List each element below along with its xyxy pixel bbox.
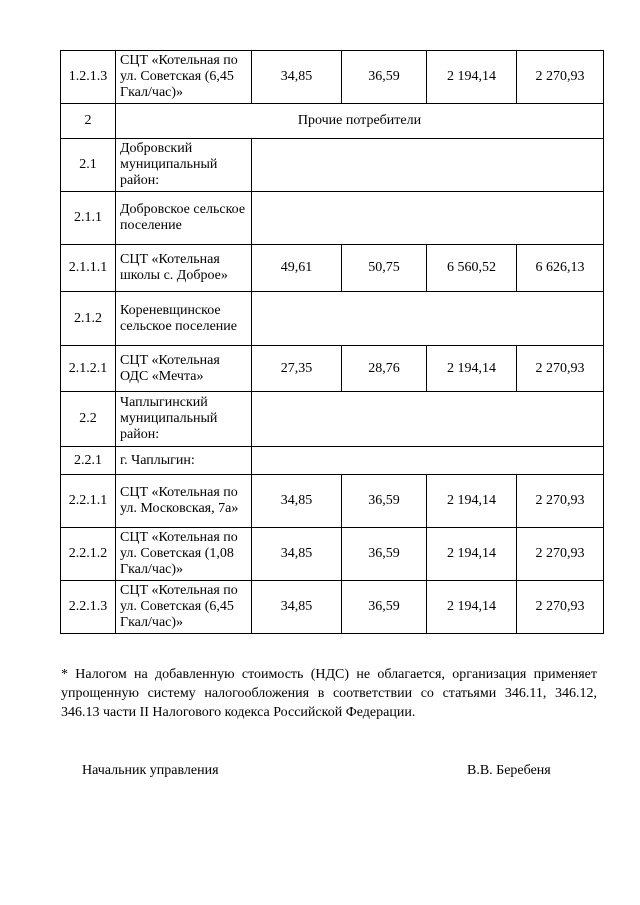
row-empty-cell (252, 447, 604, 475)
row-value-2: 36,59 (342, 51, 427, 104)
row-code: 2.1.2 (61, 292, 116, 346)
row-code: 2.1.1.1 (61, 245, 116, 292)
table-row (61, 346, 604, 392)
row-name: СЦТ «Котельная школы с. Доброе» (116, 245, 252, 292)
row-value-4: 6 626,13 (517, 245, 604, 292)
row-value-2: 28,76 (342, 346, 427, 392)
row-name: Кореневщинское сельское поселение (116, 292, 252, 346)
row-value-4: 2 270,93 (517, 51, 604, 104)
row-empty-cell (252, 139, 604, 192)
row-empty-cell (252, 392, 604, 447)
section-row (61, 104, 604, 139)
row-empty-cell (252, 192, 604, 245)
row-empty-cell (252, 292, 604, 346)
row-value-1: 27,35 (252, 346, 342, 392)
row-value-4: 2 270,93 (517, 475, 604, 528)
row-value-3: 2 194,14 (427, 346, 517, 392)
row-name: СЦТ «Котельная ОДС «Мечта» (116, 346, 252, 392)
row-value-2: 50,75 (342, 245, 427, 292)
row-name: Добровское сельское поселение (116, 192, 252, 245)
row-code: 2.1.2.1 (61, 346, 116, 392)
row-value-1: 49,61 (252, 245, 342, 292)
row-value-1: 34,85 (252, 581, 342, 634)
row-value-3: 2 194,14 (427, 51, 517, 104)
row-value-2: 36,59 (342, 528, 427, 581)
row-value-1: 34,85 (252, 51, 342, 104)
row-value-3: 6 560,52 (427, 245, 517, 292)
row-name: СЦТ «Котельная по ул. Московская, 7а» (116, 475, 252, 528)
row-value-2: 36,59 (342, 475, 427, 528)
row-value-4: 2 270,93 (517, 528, 604, 581)
row-name: г. Чаплыгин: (116, 447, 252, 475)
table-row (61, 292, 604, 346)
table-row (61, 447, 604, 475)
row-code: 2.2.1.2 (61, 528, 116, 581)
row-value-2: 36,59 (342, 581, 427, 634)
row-code: 2.1 (61, 139, 116, 192)
row-code: 2.2 (61, 392, 116, 447)
tariff-table (60, 50, 604, 634)
row-name: СЦТ «Котельная по ул. Советская (1,08 Гкал/час)» (116, 528, 252, 581)
table-row (61, 528, 604, 581)
tariff-table-body (61, 51, 604, 634)
row-value-3: 2 194,14 (427, 581, 517, 634)
row-code: 2.2.1.3 (61, 581, 116, 634)
row-code: 2 (61, 104, 116, 139)
signatory-position: Начальник управления (82, 763, 219, 778)
table-row (61, 475, 604, 528)
row-name: Добровский муниципальный район: (116, 139, 252, 192)
row-value-1: 34,85 (252, 475, 342, 528)
section-title: Прочие потребители (116, 104, 604, 139)
table-row (61, 139, 604, 192)
row-value-1: 34,85 (252, 528, 342, 581)
row-code: 2.2.1 (61, 447, 116, 475)
table-row (61, 581, 604, 634)
row-value-3: 2 194,14 (427, 528, 517, 581)
table-row (61, 51, 604, 104)
table-row (61, 192, 604, 245)
row-value-3: 2 194,14 (427, 475, 517, 528)
vat-footnote: * Налогом на добавленную стоимость (НДС) не облагается, организация применяет упрощенную систему налогообложения в соответствии со статьями 346.11, 346.12, 346.13 части II Налогового кодекса Российской Федерации. (61, 667, 597, 720)
signatory-name: В.В. Беребеня (467, 763, 551, 778)
row-value-4: 2 270,93 (517, 346, 604, 392)
row-code: 2.2.1.1 (61, 475, 116, 528)
row-name: СЦТ «Котельная по ул. Советская (6,45 Гкал/час)» (116, 581, 252, 634)
row-value-4: 2 270,93 (517, 581, 604, 634)
row-code: 1.2.1.3 (61, 51, 116, 104)
table-row (61, 245, 604, 292)
row-code: 2.1.1 (61, 192, 116, 245)
row-name: Чаплыгинский муниципальный район: (116, 392, 252, 447)
table-row (61, 392, 604, 447)
row-name: СЦТ «Котельная по ул. Советская (6,45 Гкал/час)» (116, 51, 252, 104)
